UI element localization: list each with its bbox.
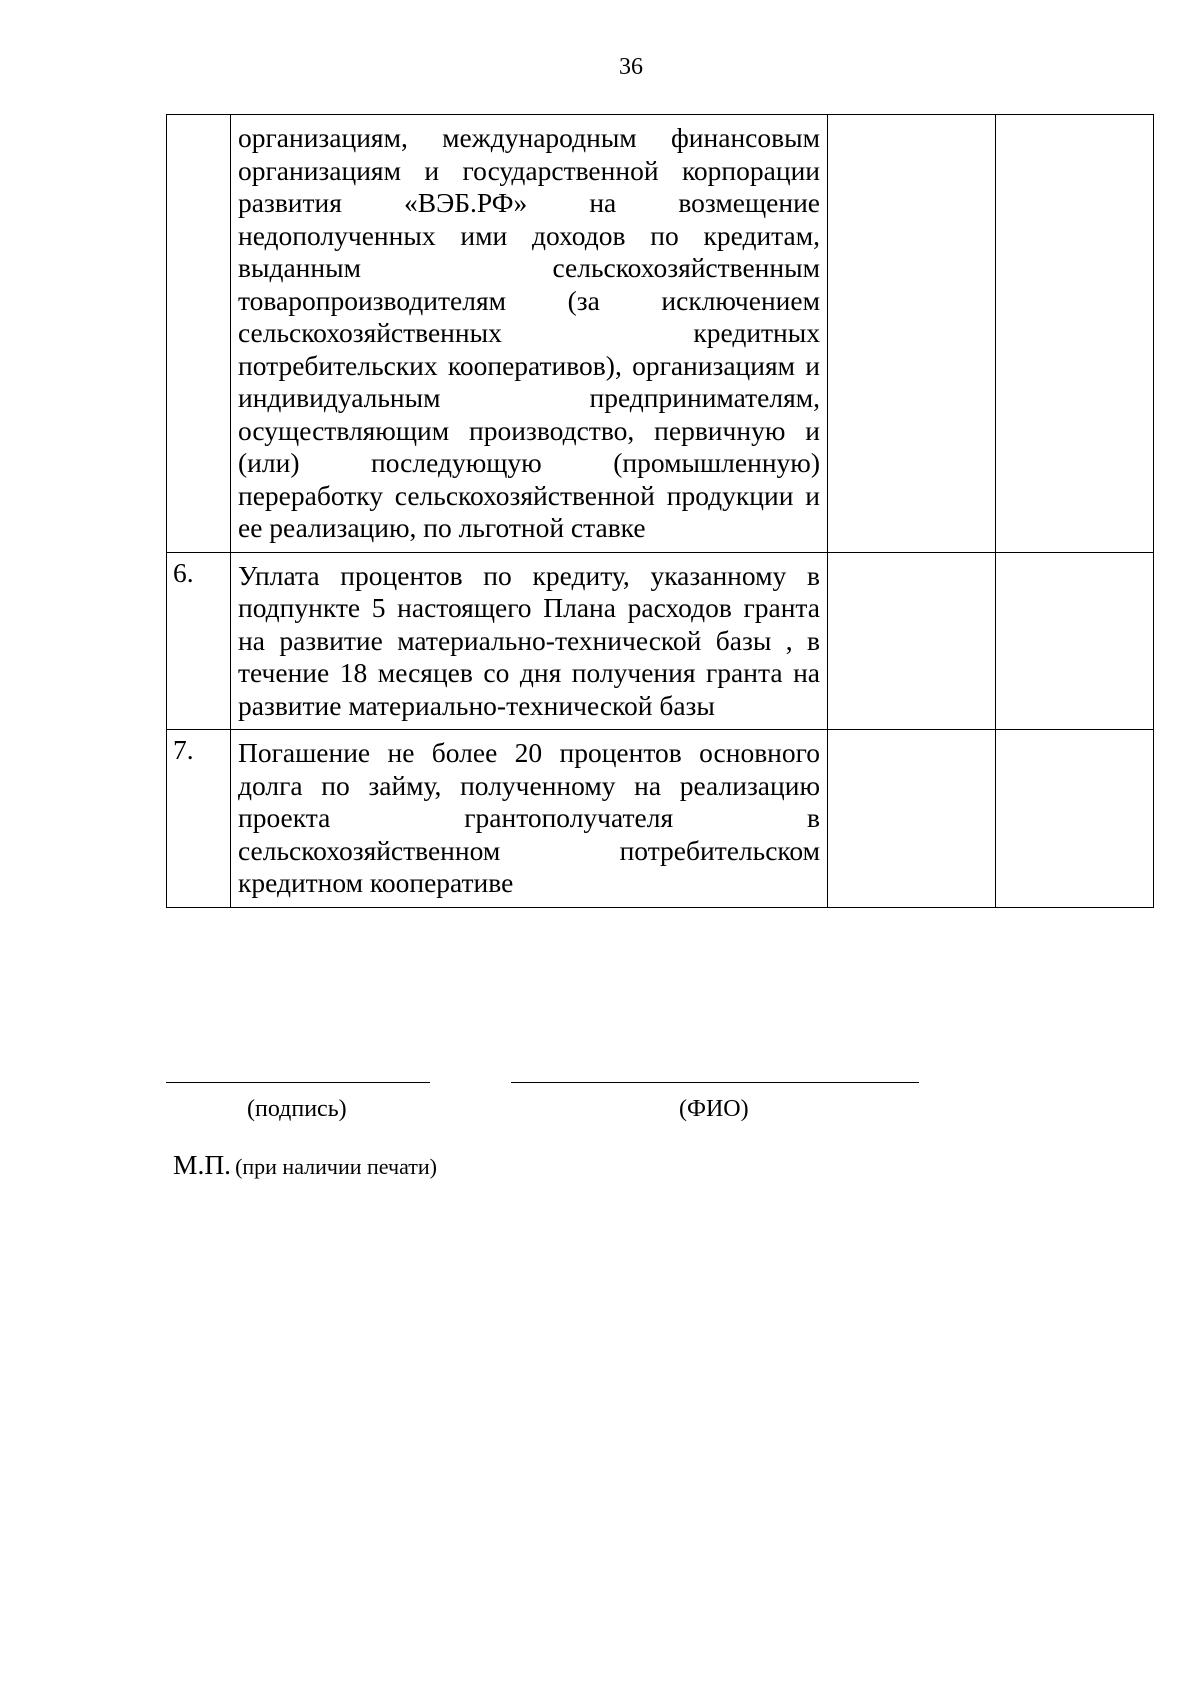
row-number: 6. bbox=[167, 552, 231, 730]
expense-plan-table bbox=[166, 114, 1154, 908]
page-number: 36 bbox=[619, 54, 643, 80]
row-amount-cell bbox=[828, 552, 996, 730]
row-description: Уплата процентов по кредиту, указанному в подпункте 5 настоящего Плана расходов гранта на развитие материально-технической базы , в течение 18 месяцев со дня получения гранта на развитие материально-технической базы bbox=[231, 552, 828, 730]
row-description: Погашение не более 20 процентов основного долга по займу, полученному на реализацию проекта грантополучателя в сельскохозяйственном потребительском кредитном кооперативе bbox=[231, 730, 828, 908]
row-extra-cell bbox=[996, 552, 1154, 730]
table-row bbox=[167, 115, 1154, 553]
table-row bbox=[167, 552, 1154, 730]
stamp-label: М.П. bbox=[173, 1149, 232, 1180]
row-extra-cell bbox=[996, 115, 1154, 553]
signature-caption: (подпись) bbox=[247, 1096, 347, 1122]
stamp-note: (при наличии печати) bbox=[235, 1154, 437, 1179]
signature-line bbox=[166, 1082, 430, 1083]
row-number: 7. bbox=[167, 730, 231, 908]
row-number bbox=[167, 115, 231, 553]
row-description: организациям, международным финансовым организациям и государственной корпорации развития «ВЭБ.РФ» на возмещение недополученных ими доходов по кредитам, выданным сельскохозяйственным товаропроизводителям (за исключением сельскохозяйственных кредитных потребительских кооперативов), организациям и индивидуальным предпринимателям, осуществляющим производство, первичную и (или) последующую (промышленную) переработку сельскохозяйственной продукции и ее реализацию, по льготной ставке bbox=[231, 115, 828, 553]
row-amount-cell bbox=[828, 730, 996, 908]
stamp-placeholder bbox=[173, 1149, 437, 1181]
fio-caption: (ФИО) bbox=[679, 1096, 749, 1122]
table-row bbox=[167, 730, 1154, 908]
row-extra-cell bbox=[996, 730, 1154, 908]
row-amount-cell bbox=[828, 115, 996, 553]
fio-line bbox=[511, 1082, 919, 1083]
